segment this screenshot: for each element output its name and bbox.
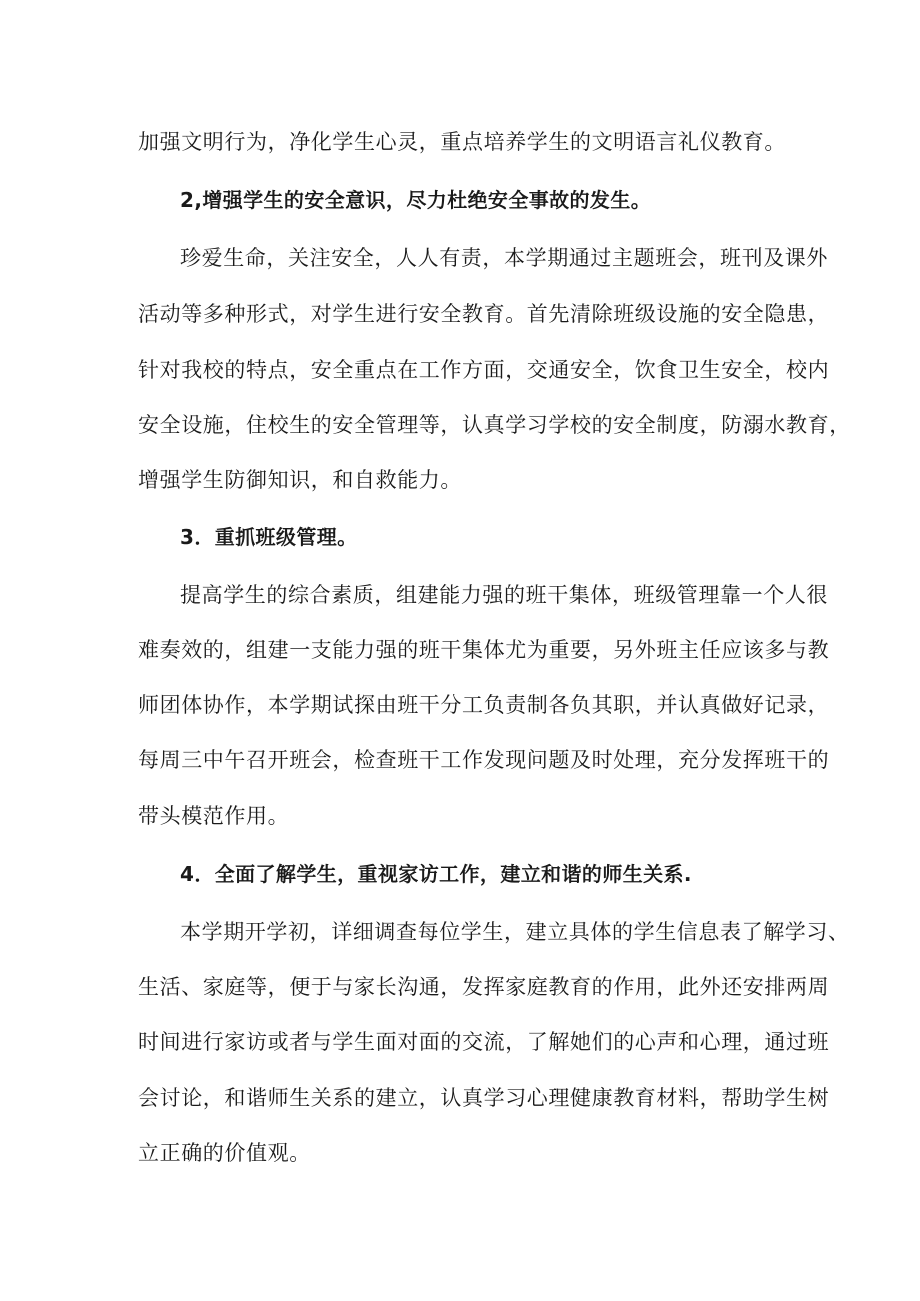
paragraph-line: 针对我校的特点，安全重点在工作方面，交通安全，饮食卫生安全，校内 [138, 358, 830, 382]
section-heading-3: 3．重抓班级管理。 [180, 525, 358, 549]
paragraph-line: 增强学生防御知识，和自救能力。 [138, 468, 462, 492]
section-heading-4: 4．全面了解学生，重视家访工作，建立和谐的师生关系. [180, 862, 692, 886]
paragraph-line: 本学期开学初，详细调查每位学生，建立具体的学生信息表了解学习、 [180, 920, 850, 944]
paragraph-line: 会讨论，和谐师生关系的建立，认真学习心理健康教育材料，帮助学生树 [138, 1086, 830, 1110]
paragraph-line: 立正确的价值观。 [138, 1141, 311, 1165]
paragraph-line: 难奏效的，组建一支能力强的班干集体尤为重要，另外班主任应该多与教 [138, 638, 830, 662]
paragraph-line: 珍爱生命，关注安全，人人有责，本学期通过主题班会，班刊及课外 [180, 246, 828, 270]
section-heading-2: 2,增强学生的安全意识，尽力杜绝安全事故的发生。 [180, 188, 652, 212]
paragraph-line: 加强文明行为，净化学生心灵，重点培养学生的文明语言礼仪教育。 [138, 130, 786, 154]
paragraph-line: 师团体协作，本学期试探由班干分工负责制各负其职，并认真做好记录， [138, 693, 830, 717]
paragraph-line: 提高学生的综合素质，组建能力强的班干集体，班级管理靠一个人很 [180, 583, 828, 607]
paragraph-line: 生活、家庭等，便于与家长沟通，发挥家庭教育的作用，此外还安排两周 [138, 975, 830, 999]
paragraph-line: 每周三中午召开班会，检查班干工作发现问题及时处理，充分发挥班干的 [138, 748, 830, 772]
paragraph-line: 安全设施，住校生的安全管理等，认真学习学校的安全制度，防溺水教育， [138, 413, 851, 437]
paragraph-line: 时间进行家访或者与学生面对面的交流，了解她们的心声和心理，通过班 [138, 1030, 830, 1054]
paragraph-line: 带头模范作用。 [138, 804, 290, 828]
paragraph-line: 活动等多种形式，对学生进行安全教育。首先清除班级设施的安全隐患， [138, 302, 830, 326]
